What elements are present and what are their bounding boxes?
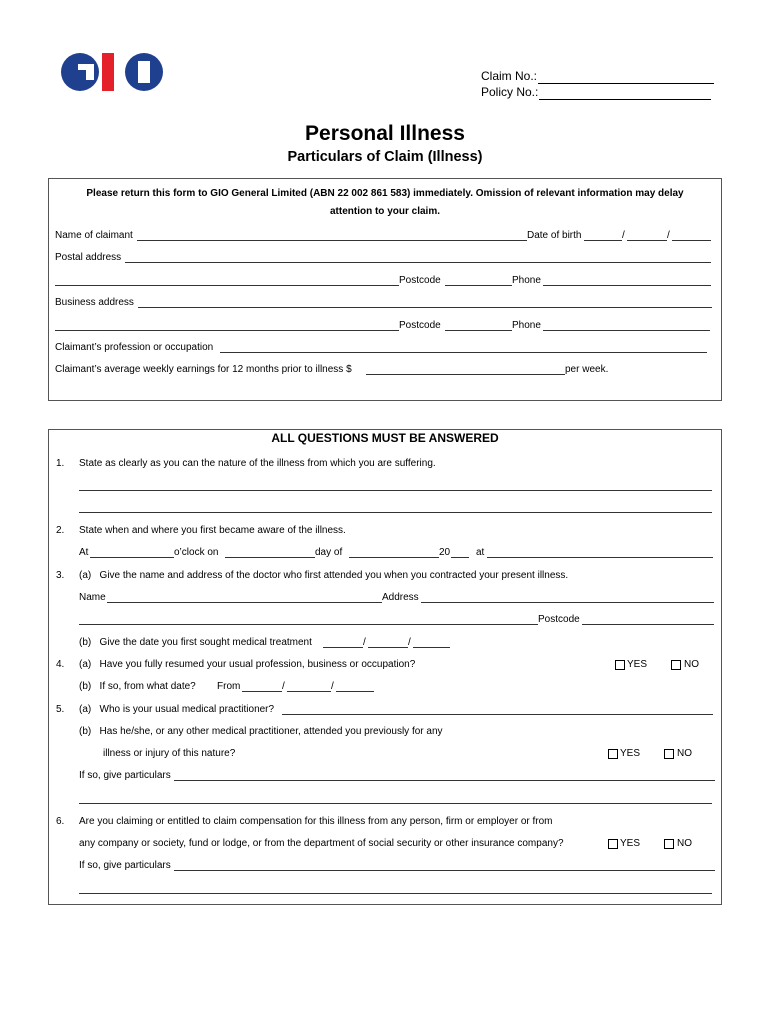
q6-particulars-label: If so, give particulars xyxy=(79,860,171,871)
business-address-line2[interactable] xyxy=(55,330,399,331)
page-subtitle: Particulars of Claim (Illness) xyxy=(287,149,483,165)
gio-logo xyxy=(60,52,172,92)
q5b-yes-label: YES xyxy=(620,748,641,759)
questions-section xyxy=(48,429,722,905)
q3-postcode-label: Postcode xyxy=(538,614,580,625)
name-field[interactable] xyxy=(137,240,527,241)
q5b-no-label: NO xyxy=(677,748,692,759)
business-postcode-label: Postcode xyxy=(399,320,441,331)
q5-particulars-line2[interactable] xyxy=(79,803,712,804)
profession-label: Claimant’s profession or occupation xyxy=(55,342,214,353)
q3a-text: (a) Give the name and address of the doctor who first attended you when you contracted your present illness. xyxy=(79,570,569,581)
q3b-text: (b) Give the date you first sought medical treatment xyxy=(79,637,312,648)
q6-no-label: NO xyxy=(677,838,692,849)
postal-address-label: Postal address xyxy=(55,252,122,263)
name-label: Name of claimant xyxy=(55,230,133,241)
q6-yes-label: YES xyxy=(620,838,641,849)
claim-no-label: Claim No.: xyxy=(481,69,538,83)
q3b-sep-2: / xyxy=(408,637,411,648)
q3b-sep-1: / xyxy=(363,637,366,648)
postal-phone-field[interactable] xyxy=(543,285,711,286)
dob-sep-1: / xyxy=(622,230,625,241)
business-postcode-field[interactable] xyxy=(445,330,512,331)
q5b-no-checkbox[interactable] xyxy=(664,749,674,759)
earnings-field[interactable] xyxy=(366,374,565,375)
q3-postcode-field[interactable] xyxy=(582,624,714,625)
dob-label: Date of birth xyxy=(527,230,582,241)
q3-name-label: Name xyxy=(79,592,106,603)
q4a-yes-checkbox[interactable] xyxy=(615,660,625,670)
q4a-text: (a) Have you fully resumed your usual profession, business or occupation? xyxy=(79,659,416,670)
q1-number: 1. xyxy=(56,458,65,469)
q3-doctor-name-field[interactable] xyxy=(107,602,382,603)
earnings-label: Claimant’s average weekly earnings for 12 months prior to illness $ xyxy=(55,364,352,375)
q4b-year-field[interactable] xyxy=(336,691,374,692)
dob-day-field[interactable] xyxy=(584,240,622,241)
q5b-text-2: illness or injury of this nature? xyxy=(103,748,236,759)
policy-no-label: Policy No.: xyxy=(481,85,539,99)
q4b-sep-1: / xyxy=(282,681,285,692)
q2-day-of-label: day of xyxy=(315,547,343,558)
q5b-yes-checkbox[interactable] xyxy=(608,749,618,759)
q1-text: State as clearly as you can the nature of the illness from which you are suffering. xyxy=(79,458,436,469)
postal-postcode-field[interactable] xyxy=(445,285,512,286)
q2-place-field[interactable] xyxy=(487,557,713,558)
postal-address-field[interactable] xyxy=(125,262,711,263)
claim-no-row xyxy=(481,68,714,84)
postal-postcode-label: Postcode xyxy=(399,275,441,286)
notice-line-2: attention to your claim. xyxy=(329,206,440,217)
q4b-day-field[interactable] xyxy=(242,691,282,692)
q2-year-field[interactable] xyxy=(451,557,469,558)
notice-line-1: Please return this form to GIO General Limited (ABN 22 002 861 583) immediately. Omission of relevant information may delay xyxy=(86,188,684,199)
q2-at-label: At xyxy=(79,547,89,558)
per-week-label: per week. xyxy=(565,364,609,375)
q3-number: 3. xyxy=(56,570,65,581)
profession-field[interactable] xyxy=(220,352,707,353)
business-phone-field[interactable] xyxy=(543,330,710,331)
q6-text-2: any company or society, fund or lodge, or from the department of social security or other insurance company? xyxy=(79,838,564,849)
q4a-no-label: NO xyxy=(684,659,699,670)
q3b-day-field[interactable] xyxy=(323,647,363,648)
q3b-year-field[interactable] xyxy=(413,647,450,648)
q3-doctor-address-field[interactable] xyxy=(421,602,714,603)
q6-number: 6. xyxy=(56,816,65,827)
q6-text-1: Are you claiming or entitled to claim compensation for this illness from any person, firm or employer or from xyxy=(79,816,553,827)
q5b-text-1: (b) Has he/she, or any other medical practitioner, attended you previously for any xyxy=(79,726,443,737)
q4a-yes-label: YES xyxy=(627,659,648,670)
business-phone-label: Phone xyxy=(512,320,541,331)
q1-answer-line-1[interactable] xyxy=(79,490,712,491)
page-title: Personal Illness xyxy=(305,122,465,145)
q5-particulars-field[interactable] xyxy=(174,780,715,781)
q4a-no-checkbox[interactable] xyxy=(671,660,681,670)
q5a-text: (a) Who is your usual medical practitioner? xyxy=(79,704,275,715)
dob-year-field[interactable] xyxy=(672,240,711,241)
claim-reference xyxy=(481,68,714,100)
q4-number: 4. xyxy=(56,659,65,670)
q4b-sep-2: / xyxy=(331,681,334,692)
q2-at2-label: at xyxy=(476,547,485,558)
questions-heading: ALL QUESTIONS MUST BE ANSWERED xyxy=(271,431,499,445)
q6-yes-checkbox[interactable] xyxy=(608,839,618,849)
q2-month-field[interactable] xyxy=(349,557,439,558)
q3-doctor-address-line2[interactable] xyxy=(79,624,538,625)
claimant-details-section xyxy=(48,178,722,401)
q4b-from-label: From xyxy=(217,681,241,692)
q5a-practitioner-field[interactable] xyxy=(282,714,713,715)
business-address-field[interactable] xyxy=(138,307,712,308)
q2-day-field[interactable] xyxy=(225,557,315,558)
q2-oclock-label: o’clock on xyxy=(174,547,219,558)
q6-particulars-field[interactable] xyxy=(174,870,715,871)
q1-answer-line-2[interactable] xyxy=(79,512,712,513)
postal-phone-label: Phone xyxy=(512,275,541,286)
claim-no-field[interactable] xyxy=(538,71,714,84)
dob-sep-2: / xyxy=(667,230,670,241)
q2-number: 2. xyxy=(56,525,65,536)
q4b-month-field[interactable] xyxy=(287,691,331,692)
q2-text: State when and where you first became aware of the illness. xyxy=(79,525,346,536)
q5-particulars-label: If so, give particulars xyxy=(79,770,171,781)
q4b-text: (b) If so, from what date? xyxy=(79,681,196,692)
q6-particulars-line2[interactable] xyxy=(79,893,712,894)
q6-no-checkbox[interactable] xyxy=(664,839,674,849)
policy-no-field[interactable] xyxy=(539,87,711,100)
q3-address-label: Address xyxy=(382,592,419,603)
business-address-label: Business address xyxy=(55,297,134,308)
postal-address-line2[interactable] xyxy=(55,285,399,286)
q2-20-label: 20 xyxy=(439,547,451,558)
q3b-month-field[interactable] xyxy=(368,647,408,648)
q5-number: 5. xyxy=(56,704,65,715)
q2-time-field[interactable] xyxy=(90,557,174,558)
dob-month-field[interactable] xyxy=(627,240,667,241)
policy-no-row xyxy=(481,84,714,100)
